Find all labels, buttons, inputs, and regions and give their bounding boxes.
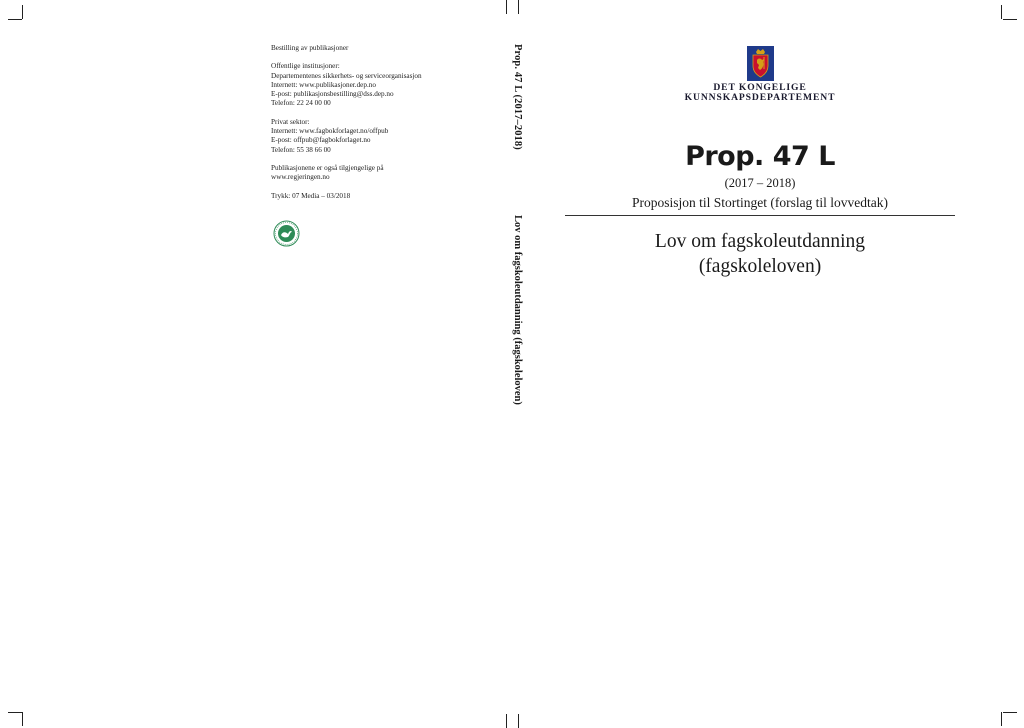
ordering-heading: Bestilling av publikasjoner — [271, 44, 349, 52]
crop-mark — [518, 714, 519, 728]
spine-title-bottom: Lov om fagskoleutdanning (fagskoleloven) — [512, 215, 523, 405]
crop-mark — [506, 0, 507, 14]
info-line: Telefon: 22 24 00 00 — [271, 99, 331, 108]
crop-mark — [1003, 712, 1017, 713]
print-info-group — [271, 192, 471, 201]
back-cover-ordering-info — [271, 44, 471, 201]
info-line: Privat sektor: — [271, 117, 310, 126]
info-line: E-post: publikasjonsbestilling@dss.dep.no — [271, 90, 394, 99]
private-sector-group — [271, 118, 471, 155]
crop-mark — [506, 714, 507, 728]
spine-title-top: Prop. 47 L (2017–2018) — [512, 44, 523, 150]
proposition-title: Prop. 47 L — [685, 141, 835, 172]
crop-mark — [22, 712, 23, 726]
crop-mark — [1001, 712, 1002, 726]
crop-mark — [8, 712, 22, 713]
print-info: Trykk: 07 Media – 03/2018 — [271, 191, 351, 200]
info-line: Publikasjonene er også tilgjengelige på — [271, 163, 384, 172]
crop-mark — [1001, 5, 1002, 19]
crop-mark — [22, 5, 23, 19]
availability-group — [271, 164, 471, 183]
public-institutions-group — [271, 62, 471, 108]
session-years: (2017 – 2018) — [724, 176, 796, 190]
info-line: Telefon: 55 38 66 00 — [271, 145, 331, 154]
crop-mark — [8, 19, 22, 20]
norwegian-coat-of-arms-icon — [747, 46, 774, 81]
law-title — [600, 229, 920, 279]
ministry-name — [660, 83, 860, 103]
divider-rule — [565, 215, 955, 216]
proposition-subtitle: Proposisjon til Stortinget (forslag til lovvedtak) — [631, 195, 889, 210]
ministry-line-2: KUNNSKAPSDEPARTEMENT — [684, 92, 836, 103]
info-line: Offentlige institusjoner: — [271, 62, 340, 71]
info-line: Departementenes sikkerhets- og serviceorganisasjon — [271, 71, 422, 80]
ordering-heading-group — [271, 44, 471, 53]
info-line: Internett: www.fagbokforlaget.no/offpub — [271, 127, 389, 136]
nordic-swan-ecolabel-icon — [273, 220, 300, 247]
crop-mark — [1003, 19, 1017, 20]
info-line: Internett: www.publikasjoner.dep.no — [271, 80, 376, 89]
info-line: www.regjeringen.no — [271, 173, 330, 182]
law-title-line-2: (fagskoleloven) — [698, 256, 822, 277]
crop-mark — [518, 0, 519, 14]
ministry-line-1: DET KONGELIGE — [713, 82, 807, 93]
law-title-line-1: Lov om fagskoleutdanning — [654, 231, 866, 252]
info-line: E-post: offpub@fagbokforlaget.no — [271, 136, 371, 145]
